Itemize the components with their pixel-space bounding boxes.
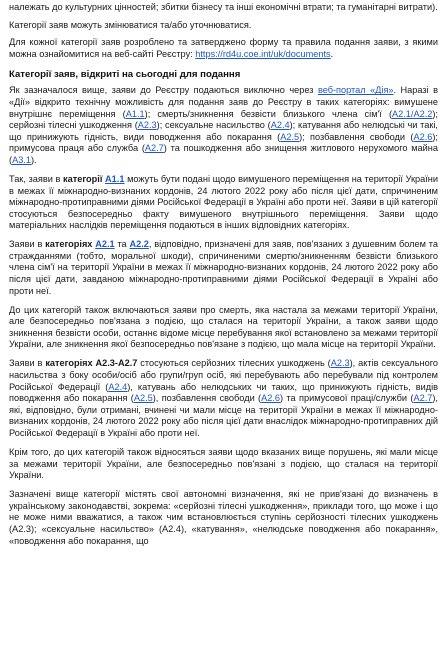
category-a2-6-link[interactable]: A2.6 — [261, 393, 281, 404]
paragraph-autonomous-definitions: Зазначені вище категорії містять свої автономні визначення, які не прив'язані до визначень в українському законодавстві, зокрема: «серйозні тілесні ушкодження», приклади того, що може і що не може ними вважатися, а також чим встановлюється ступінь серйозності тілесних ушкоджень (A2.3); «сексуальне насильство» (A2.4), «катування», «нелюдське поводження або покарання», «поводження або покарання, що — [9, 489, 438, 546]
text: ); смерть/зникнення безвісти близького члена сім'ї ( — [144, 108, 393, 119]
text: ), катувань або нелюдських чи таких, що принижують гідність, видів поводження або покарання ( — [9, 381, 439, 404]
category-a2-5-link[interactable]: A2.5 — [280, 131, 300, 142]
text: . Наразі в «Дії» відкрито технічну можливість для подання заяв до Реєстру в таких категоріях: вимушене внутрішнє переміщення ( — [9, 85, 438, 119]
intro-continuation: належать до культурних цінностей; збитки бізнесу та інші економічні втрати; та гуманітарні витрати). — [9, 2, 438, 12]
paragraph-a2-3-a2-7 — [9, 358, 438, 439]
text: ); позбавлення свободи ( — [299, 131, 414, 142]
paragraph-abroad-violations: Крім того, до цих категорій також відносяться заяви щодо вказаних вище порушень, які мали місце за межами території України, але безпосередньо пов'язані з подією, що сталася на території України. — [9, 446, 438, 481]
text: Заяви в — [9, 358, 46, 369]
text: ), позбавлення свободи ( — [152, 393, 262, 404]
text: ), актів сексуального насильства з боку особи/осіб або групи/груп осіб, які перебувають або перебували під контролем Російської Федерації ( — [9, 358, 438, 392]
paragraph-a2-1-a2-2 — [9, 239, 438, 297]
section-heading: Категорії заяв, відкриті на сьогодні для подання — [9, 69, 241, 81]
text: стосуються серйозних тілесних ушкоджень ( — [137, 358, 331, 369]
category-a2-4-link[interactable]: A2.4 — [270, 120, 290, 131]
diia-portal-link[interactable]: веб-портал «Дія» — [317, 85, 394, 96]
category-a2-3-link[interactable]: A2.3 — [330, 358, 350, 369]
documents-link[interactable]: https://rd4u.coe.int/uk/documents — [195, 48, 331, 59]
text: Як зазначалося вище, заяви до Реєстру подаються виключно через — [9, 85, 318, 96]
text: ) та примусової праці/служби ( — [280, 393, 414, 404]
text: ); сексуальне насильство ( — [156, 120, 271, 131]
paragraph-a1-1 — [9, 174, 438, 232]
text: ); серйозні тілесні ушкодження ( — [9, 108, 438, 131]
category-a1-1-link[interactable]: A1.1 — [125, 108, 145, 119]
bold-category-text — [63, 174, 124, 184]
text: , відповідно, призначені для заяв, пов'язаних з душевним болем та стражданнями (тобто, моральної шкоди), спричиненими смертю/зникненням безвісти близького члена сім'ї на території України в межах її міжнародно-визнаних кордонів, 24 лютого 2022 року або після цієї дати, завданою міжнародно-протиправними діями Російської Федерації в Україні або проти неї. — [9, 239, 438, 296]
intro-forms-end: . — [330, 48, 334, 59]
text: Так, заяви в — [9, 173, 64, 184]
paragraph-abroad-death: До цих категорій також включаються заяви про смерть, яка настала за межами території України, але безпосередньо пов'язана з подією, що сталася на території України, а також заяви щодо зникнення безвісти особи, останнє відоме місце перебування якої встановлено за межами території України, але зникнення якої безпосередньо пов'язане з подією, що мала місце на території України. — [9, 304, 438, 350]
category-a2-3-link[interactable]: A2.3 — [137, 120, 157, 131]
paragraph-categories-overview — [9, 85, 438, 166]
text: ), які, відповідно, були отримані, вчинені чи мали місце на території України в межах її міжнародно-визнаних кордонів, 24 лютого 2022 року або після цієї дати внаслідок міжнародно-протиправних дій Російської Федерації в Україні або проти неї. — [9, 393, 438, 438]
text: ); катування або нелюдські чи такі, що принижують гідність, види поводження або покарання ( — [9, 120, 438, 142]
category-a2-2-bold-link[interactable]: A2.2 — [129, 239, 149, 250]
category-a2-4-link[interactable]: A2.4 — [108, 381, 128, 392]
intro-forms-paragraph — [9, 37, 438, 60]
text: можуть бути подані щодо вимушеного переміщення на території України в межах її міжнародно-визнаних кордонів, 24 лютого 2022 року або після цієї дати, спричиненим міжнародно-протиправними діями Російської Федерації в Україні або проти неї. Заяви в цій категорії стосуються безпосередньо факту вимушеного внутрішнього переміщення. Заяви щодо матеріальних наслідків переміщення подаються в інших відповідних категоріях. — [9, 173, 438, 231]
bold-category-text — [45, 239, 115, 249]
category-a3-1-link[interactable]: A3.1 — [12, 154, 31, 165]
category-a1-1-bold-link[interactable]: A1.1 — [105, 173, 125, 184]
text: категорії — [63, 173, 106, 184]
intro-forms-text: Для кожної категорії заяв розроблено та затверджено форму та правила подання заяви, з якими можна ознайомитися на веб-сайті Реєстру: — [9, 37, 438, 59]
text: ); примусова праця або служба ( — [9, 131, 438, 154]
bold-category-text — [129, 239, 148, 249]
category-a2-1-a2-2-link[interactable]: A2.1/A2.2 — [392, 108, 433, 119]
category-a2-1-bold-link[interactable]: A2.1 — [95, 239, 115, 250]
text: ). — [30, 154, 37, 165]
category-a2-6-link[interactable]: A2.6 — [413, 131, 433, 142]
bold-category-text: категоріях A2.3-A2.7 — [45, 358, 138, 369]
category-a2-7-link[interactable]: A2.7 — [144, 143, 164, 154]
category-a2-7-link[interactable]: A2.7 — [413, 393, 433, 404]
text: категоріях — [45, 239, 96, 250]
text: ) та пошкодження або знищення житлового нерухомого майна ( — [9, 143, 438, 165]
text: та — [114, 239, 130, 250]
text: Заяви в — [9, 239, 46, 250]
intro-note: Категорії заяв можуть змінюватися та/або уточнюватися. — [9, 19, 252, 30]
category-a2-5-link[interactable]: A2.5 — [133, 393, 153, 404]
